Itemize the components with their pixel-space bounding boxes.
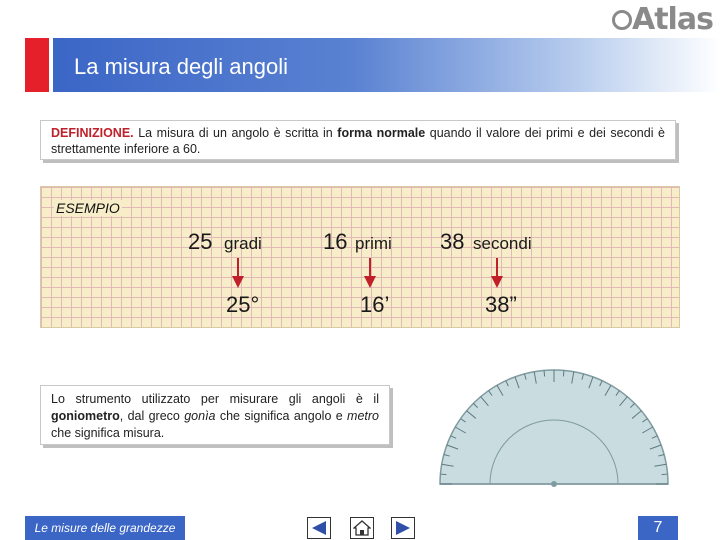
example-value-degrees: 25 (188, 229, 213, 254)
example-value-seconds: 38 (440, 229, 465, 254)
protractor-tick (563, 370, 564, 376)
protractor-image (434, 360, 674, 488)
tool-description-box (40, 385, 390, 445)
globe-icon (612, 10, 632, 30)
example-result-minutes: 16’ (360, 292, 390, 317)
definition-text-1: La misura di un angolo è scritta in (133, 126, 338, 140)
triangle-left-icon (311, 521, 327, 535)
example-result-degrees: 25° (226, 292, 260, 317)
home-icon (353, 520, 371, 536)
example-unit-seconds: secondi (473, 234, 532, 253)
arrow-down-icon (231, 258, 245, 288)
page-number: 7 (638, 516, 678, 540)
triangle-right-icon (395, 521, 411, 535)
example-unit-minutes: primi (355, 234, 392, 253)
definition-text-2: quando il valore dei primi e dei secondi è strettamente inferiore a 60. (51, 126, 665, 156)
tool-italic-2: metro (347, 409, 379, 423)
next-button[interactable] (391, 517, 415, 539)
example-value-minutes: 16 (323, 229, 348, 254)
tool-text-3: che significa angolo e (215, 409, 348, 423)
tool-text-4: che significa misura. (51, 426, 165, 440)
page-title: La misura degli angoli (74, 54, 289, 79)
tool-text-2: , dal greco (119, 409, 185, 423)
arrow-down-icon (363, 258, 377, 288)
example-result-seconds: 38” (485, 292, 517, 317)
tool-italic-1: gonìa (184, 409, 216, 423)
protractor-tick (662, 474, 668, 475)
header-accent-bar (25, 38, 49, 92)
example-label: ESEMPIO (56, 200, 120, 216)
footer-section-label: Le misure delle grandezze (25, 516, 185, 540)
tool-text-1: Lo strumento utilizzato per misurare gli angoli è il (51, 392, 379, 406)
protractor-tick (544, 370, 545, 376)
example-unit-degrees: gradi (224, 234, 262, 253)
definition-box (40, 120, 676, 160)
home-button[interactable] (350, 517, 374, 539)
protractor-tick (440, 474, 446, 475)
logo-text: Atlas (632, 2, 713, 37)
definition-label: DEFINIZIONE. (51, 126, 134, 140)
definition-bold: forma normale (337, 126, 426, 140)
arrow-down-icon (490, 258, 504, 288)
prev-button[interactable] (307, 517, 331, 539)
tool-bold: goniometro (51, 409, 120, 423)
